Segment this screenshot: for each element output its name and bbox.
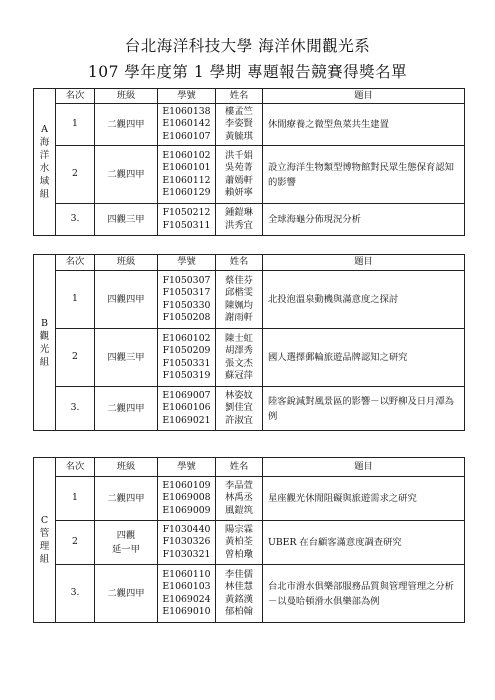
table-row	[34, 387, 465, 431]
topic-cell: 休閒療養之微型魚菜共生建置	[263, 104, 465, 146]
name-cell	[216, 329, 263, 387]
class-cell	[95, 271, 158, 329]
student-id: E1060102	[162, 332, 211, 344]
class-cell	[95, 477, 158, 521]
group-label-char: 組	[39, 356, 50, 368]
class-line: 二觀四甲	[107, 168, 145, 180]
student-id: E1069009	[162, 504, 211, 516]
student-id: F1030440	[162, 523, 211, 535]
header-student-id: 學號	[158, 255, 216, 271]
student-name: 胡澤秀	[225, 345, 253, 357]
class-cell	[95, 521, 158, 565]
student-id-cell	[158, 329, 216, 387]
student-id: E1060138	[162, 105, 211, 117]
student-name: 邱楷雯	[225, 287, 253, 299]
page-title-list: 107 學年度第 1 學期 專題報告競賽得獎名單	[87, 63, 408, 81]
group-label-char: B	[41, 317, 48, 329]
student-name: 許淑宜	[225, 414, 253, 426]
class-line: 四觀三甲	[107, 351, 145, 363]
student-name: 陳姵均	[225, 299, 253, 311]
header-name: 姓名	[216, 89, 263, 104]
student-name: 李佳儒	[225, 568, 253, 580]
student-id: F1050319	[162, 369, 211, 381]
class-cell	[95, 565, 158, 623]
student-name: 吳苑菁	[225, 162, 253, 174]
name-cell	[216, 271, 263, 329]
group-label-char: 觀	[39, 330, 50, 342]
header-class: 班級	[95, 458, 158, 477]
student-id: E1060109	[162, 479, 211, 491]
student-id: E1060107	[162, 130, 211, 142]
header-student-id: 學號	[158, 89, 216, 104]
class-line: 二觀四甲	[107, 402, 145, 414]
table-row	[34, 521, 465, 565]
topic-cell: 國人選擇郵輪旅遊品牌認知之研究	[263, 329, 465, 387]
group-label-char: 域	[39, 176, 50, 187]
student-id: E1060103	[162, 581, 211, 593]
group-label-char: 組	[39, 189, 50, 200]
student-id-cell	[158, 565, 216, 623]
group-label	[34, 89, 56, 236]
page-title-school: 台北海洋科技大學 海洋休閒觀光系	[124, 37, 371, 55]
class-cell	[95, 104, 158, 146]
student-id: E1069007	[162, 389, 211, 401]
name-cell	[216, 387, 263, 431]
class-line: 四觀三甲	[107, 213, 145, 225]
topic-cell: UBER 在台顧客滿意度調查研究	[263, 521, 465, 565]
table-row	[34, 104, 465, 146]
student-name: 黃柏荃	[225, 536, 253, 548]
group-table-a	[33, 88, 465, 236]
student-name: 鍾鎧琳	[225, 207, 253, 219]
student-id: F1050317	[162, 287, 211, 299]
topic-cell: 北投泡溫泉動機與滿意度之探討	[263, 271, 465, 329]
topic-cell: 設立海洋生物類型博物館對民眾生態保育認知的影響	[263, 146, 465, 204]
student-name: 蕭嫣軒	[225, 174, 253, 186]
student-name: 張文杰	[225, 357, 253, 369]
rank-cell: 3.	[56, 565, 95, 623]
student-id: F1050330	[162, 299, 211, 311]
header-name: 姓名	[216, 458, 263, 477]
student-id-cell	[158, 204, 216, 236]
name-cell	[216, 204, 263, 236]
class-line: 四觀	[116, 529, 136, 541]
student-id-cell	[158, 146, 216, 204]
group-table-b	[33, 254, 465, 431]
group-label-char: 洋	[39, 150, 50, 161]
student-name: 賴妍寧	[225, 186, 253, 198]
header-topic: 題目	[263, 458, 465, 477]
header-topic: 題目	[263, 255, 465, 271]
student-name: 陳士虹	[225, 332, 253, 344]
student-name: 郁柏翰	[225, 605, 253, 617]
student-id: F1050208	[162, 311, 211, 323]
student-id: E1069024	[162, 593, 211, 605]
student-id: E1060142	[162, 118, 211, 130]
student-id: F1050311	[162, 219, 211, 231]
student-id-cell	[158, 521, 216, 565]
table-row	[34, 146, 465, 204]
student-name: 林佳慧	[225, 581, 253, 593]
group-label-char: C	[40, 515, 49, 526]
student-id: E1069008	[162, 492, 211, 504]
rank-cell: 1	[56, 271, 95, 329]
student-id: F1030326	[162, 536, 211, 548]
group-label-char: 光	[39, 343, 50, 355]
header-rank: 名次	[56, 89, 95, 104]
class-cell	[95, 204, 158, 236]
name-cell	[216, 477, 263, 521]
student-id: E1069010	[162, 605, 211, 617]
student-id: F1050331	[162, 357, 211, 369]
header-student-id: 學號	[158, 458, 216, 477]
student-name: 李品萱	[225, 479, 253, 491]
name-cell	[216, 146, 263, 204]
group-label-char: 理	[39, 541, 50, 552]
class-line: 二觀四甲	[107, 587, 145, 599]
student-name: 陽宗霖	[225, 523, 253, 535]
student-name: 曾柏璥	[225, 548, 253, 560]
class-cell	[95, 329, 158, 387]
class-line: 二觀四甲	[107, 118, 145, 130]
header-class: 班級	[95, 89, 158, 104]
group-label-char: 組	[39, 554, 50, 565]
table-row	[34, 271, 465, 329]
header-class: 班級	[95, 255, 158, 271]
topic-cell: 全球海龜分佈現況分析	[263, 204, 465, 236]
name-cell	[216, 565, 263, 623]
student-name: 李姿賢	[225, 118, 253, 130]
student-id-cell	[158, 477, 216, 521]
class-cell	[95, 387, 158, 431]
header-topic: 題目	[263, 89, 465, 104]
student-id: E1069021	[162, 414, 211, 426]
student-id: E1060110	[162, 568, 211, 580]
name-cell	[216, 521, 263, 565]
student-id-cell	[158, 104, 216, 146]
table-row	[34, 565, 465, 623]
group-table-c	[33, 457, 465, 623]
header-rank: 名次	[56, 255, 95, 271]
class-line: 四觀四甲	[107, 293, 145, 305]
rank-cell: 2	[56, 521, 95, 565]
rank-cell: 1	[56, 477, 95, 521]
student-name: 黃毓琪	[225, 130, 253, 142]
header-rank: 名次	[56, 458, 95, 477]
name-cell	[216, 104, 263, 146]
table-row	[34, 204, 465, 236]
topic-cell: 陸客銳減對風景區的影響－以野柳及日月潭為例	[263, 387, 465, 431]
table-row	[34, 329, 465, 387]
rank-cell: 2	[56, 146, 95, 204]
rank-cell: 2	[56, 329, 95, 387]
topic-cell: 台北市滑水俱樂部服務品質與管理管理之分析－以曼哈頓滑水俱樂部為例	[263, 565, 465, 623]
student-id: F1050307	[162, 274, 211, 286]
rank-cell: 1	[56, 104, 95, 146]
table-row	[34, 477, 465, 521]
student-name: 蔡佳芬	[225, 274, 253, 286]
student-id: F1030321	[162, 548, 211, 560]
student-name: 謝雨軒	[225, 311, 253, 323]
student-id: E1060112	[162, 174, 211, 186]
student-name: 劉佳宜	[225, 402, 253, 414]
group-label-char: 海	[39, 137, 50, 148]
student-name: 黃銘漢	[225, 593, 253, 605]
group-label-char: 水	[39, 163, 50, 174]
student-id-cell	[158, 387, 216, 431]
student-name: 林姿妏	[225, 389, 253, 401]
student-name: 蘇冠萍	[225, 369, 253, 381]
header-name: 姓名	[216, 255, 263, 271]
student-id: E1060106	[162, 402, 211, 414]
class-cell	[95, 146, 158, 204]
group-label	[34, 458, 56, 623]
group-label-char: A	[41, 124, 48, 135]
student-name: 風鎧筑	[225, 504, 253, 516]
topic-cell: 星座觀光休閒阻礙與旅遊需求之研究	[263, 477, 465, 521]
group-label-char: 管	[39, 528, 50, 539]
rank-cell: 3.	[56, 387, 95, 431]
rank-cell: 3.	[56, 204, 95, 236]
student-name: 林禹丞	[225, 492, 253, 504]
student-id: E1060102	[162, 149, 211, 161]
student-id: F1050209	[162, 345, 211, 357]
student-id: E1060101	[162, 162, 211, 174]
class-line: 二觀四甲	[107, 492, 145, 504]
group-label	[34, 255, 56, 431]
student-name: 洪秀宜	[225, 219, 253, 231]
student-name: 樓孟竺	[225, 105, 253, 117]
student-id-cell	[158, 271, 216, 329]
student-id: F1050212	[162, 207, 211, 219]
student-name: 洪千娟	[225, 149, 253, 161]
student-id: E1060129	[162, 186, 211, 198]
class-line: 延一甲	[112, 543, 140, 555]
